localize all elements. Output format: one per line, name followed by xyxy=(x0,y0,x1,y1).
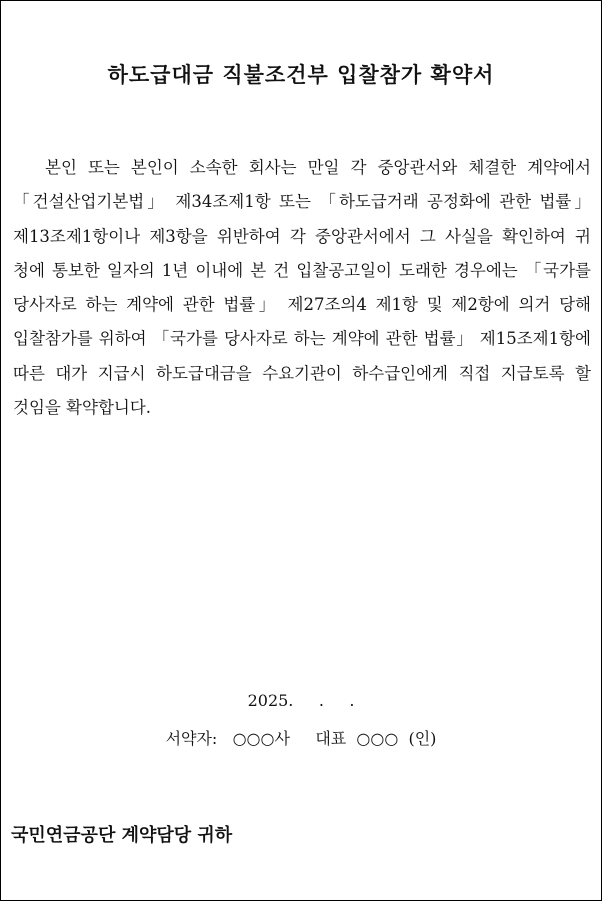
addressee-line: 국민연금공단 계약담당 귀하 xyxy=(11,825,233,846)
document-title: 하도급대금 직불조건부 입찰참가 확약서 xyxy=(107,62,495,87)
signer-line: 서약자: ○○○사 대표 ○○○ (인) xyxy=(165,729,437,748)
pledge-body-text: 본인 또는 본인이 소속한 회사는 만일 각 중앙관서와 체결한 계약에서 「건설산업기본법」 제34조제1항 또는 「하도급거래 공정화에 관한 법률」 제13조제1항이나 제3항을 위반하여 각 중앙관서에서 그 사실을 확인하여 귀 청에 통보한 일자의 1년 이내에 본 건 입찰공고일이 도래한 경우에는 「국가를 당사자로 하는 계약에 관한 법률」 제27조의4 제1항 및 제2항에 의거 당해 입찰참가를 위하여 「국가를 당사자로 하는 계약에 관한 법률」 제15조제1항에 따른 대가 지급시 하도급대금을 수요기관이 하수급인에게 직접 지급토록 할 것임을 확약합니다. xyxy=(13,158,591,418)
signature-date: 2025. . . xyxy=(247,691,355,710)
